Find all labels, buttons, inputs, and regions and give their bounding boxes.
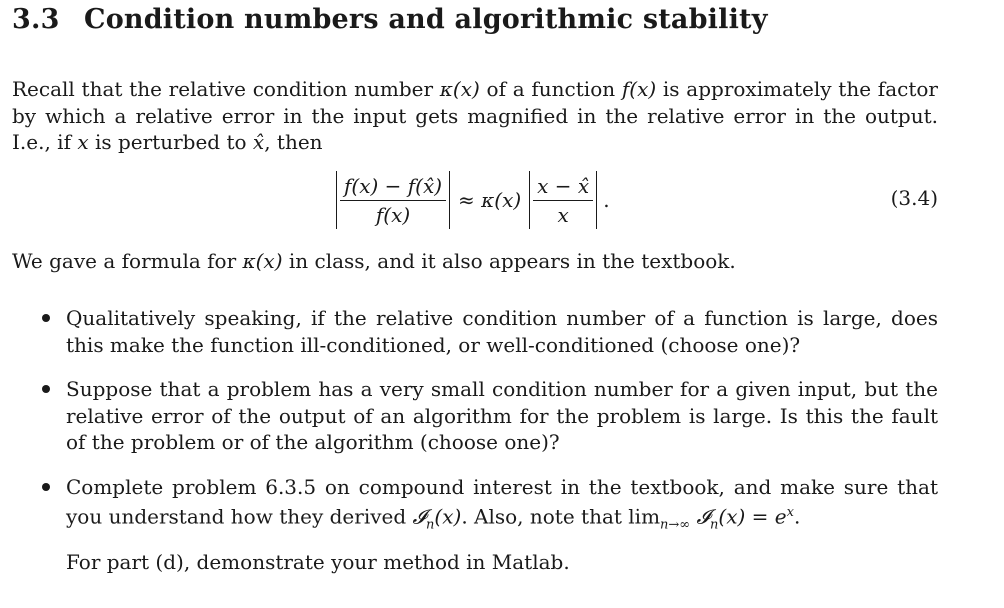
numerator-right: x − x̂ [533, 174, 593, 201]
paren-x: (x) [434, 504, 462, 529]
abs-left [336, 171, 450, 229]
intro-text-5: , then [264, 130, 323, 154]
limit-subscript: n→∞ [660, 517, 691, 533]
intro-text-3: is approximately the factor by which a relative error in the input gets magnified in the relative error in the output. I.e., if [12, 77, 938, 154]
bullet-icon [42, 483, 50, 491]
denominator-right: x [557, 202, 569, 227]
bullet-text-3c: . [793, 504, 801, 529]
intro-text-1: Recall that the relative condition number [12, 77, 440, 101]
after-text-2: in class, and it also appears in the textbook. [282, 249, 736, 273]
after-paragraph [12, 248, 938, 275]
kappa-x-2: κ(x) [242, 249, 283, 273]
I-n-symbol: 𝓘 [412, 504, 427, 529]
subscript-n-2: n [710, 517, 719, 533]
bullet-icon [42, 385, 50, 393]
subscript-n: n [426, 517, 435, 533]
section-heading [12, 4, 768, 35]
intro-text-2: of a function [479, 77, 622, 101]
x-var: x [77, 130, 89, 154]
numerator-left: f(x) − f(x̂) [340, 174, 446, 201]
fraction-left [340, 174, 446, 227]
f-x: f(x) [621, 77, 657, 101]
kappa-x: κ(x) [439, 77, 480, 101]
list-item [40, 474, 938, 576]
list-item [40, 376, 938, 456]
x-hat: x̂ [252, 130, 265, 154]
bullet-icon [42, 314, 50, 322]
section-title: Condition numbers and algorithmic stability [84, 4, 768, 35]
bullet-text-2: Suppose that a problem has a very small condition number for a given input, but the relative error of the output of an algorithm for the problem is large. Is this the fault of the problem or of the algorithm (choose one)? [66, 377, 938, 454]
I-n-symbol-2: 𝓘 [690, 504, 711, 529]
equation-number: (3.4) [890, 186, 938, 210]
denominator-left: f(x) [375, 202, 411, 227]
bullet-text-3a: Complete problem 6.3.5 on compound interest in the textbook, and make sure that you understand how they derived [66, 474, 938, 529]
bullet-list [40, 305, 938, 594]
list-item [40, 305, 938, 358]
fraction-right [533, 174, 593, 227]
display-equation [336, 170, 610, 230]
superscript-x: x [786, 505, 794, 520]
after-text-1: We gave a formula for [12, 249, 243, 273]
section-number: 3.3 [12, 4, 60, 35]
limit-result: (x) = e [718, 504, 787, 529]
intro-text-4: is perturbed to [88, 130, 253, 154]
bullet-text-3b: . Also, note that lim [461, 504, 661, 529]
intro-paragraph [12, 76, 938, 156]
bullet-extra-line: For part (d), demonstrate your method in Matlab. [66, 550, 570, 575]
equation-period: . [603, 188, 610, 212]
approx-kappa: ≈ κ(x) [458, 188, 522, 212]
bullet-text-1: Qualitatively speaking, if the relative condition number of a function is large, does this make the function ill-conditioned, or well-conditioned (choose one)? [66, 306, 938, 357]
abs-right [529, 171, 597, 229]
